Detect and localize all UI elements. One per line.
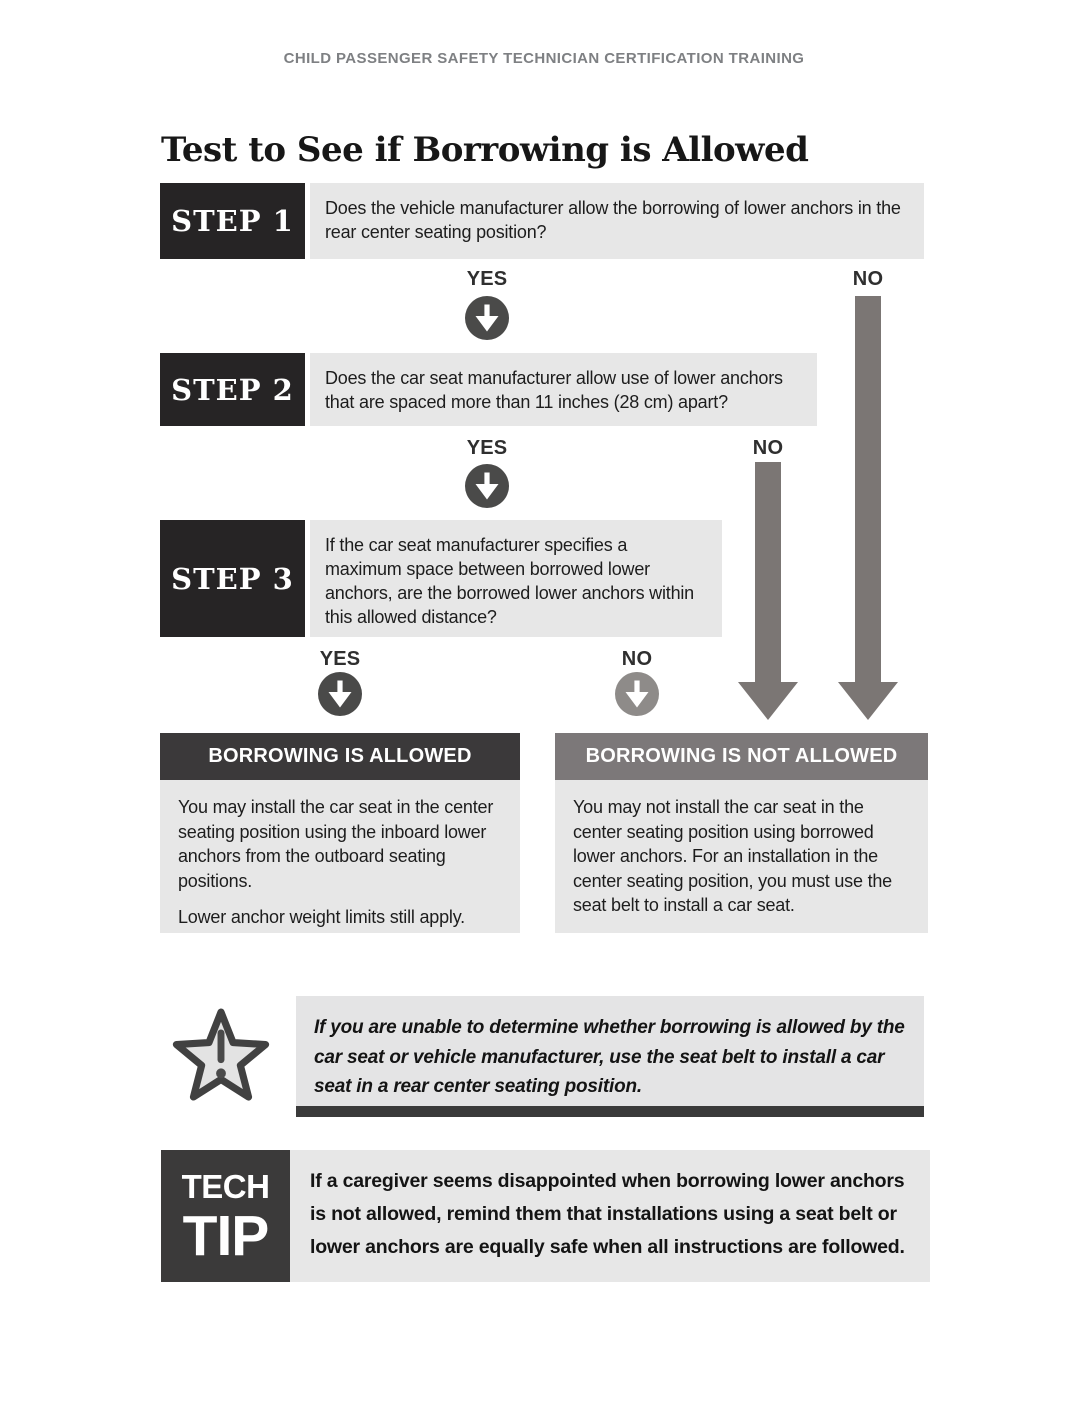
step3-yes-label: YES bbox=[319, 648, 361, 670]
step2-yes-label: YES bbox=[466, 437, 508, 459]
tech-tip-badge-line1: TECH bbox=[181, 1168, 270, 1205]
page-title: Test to See if Borrowing is Allowed bbox=[161, 130, 809, 170]
tech-tip-badge bbox=[161, 1150, 290, 1282]
step3-no-label: NO bbox=[621, 648, 653, 670]
down-arrow-icon bbox=[615, 672, 659, 716]
allowed-paragraph-1: You may install the car seat in the center seating position using the inboard lower anchors from the outboard seating positions. bbox=[178, 797, 494, 891]
document-header: CHILD PASSENGER SAFETY TECHNICIAN CERTIFICATION TRAINING bbox=[283, 50, 805, 67]
borrowing-allowed-header: BORROWING IS ALLOWED bbox=[160, 733, 520, 780]
step1-label: STEP 1 bbox=[160, 183, 305, 259]
allowed-paragraph-2: Lower anchor weight limits still apply. bbox=[178, 907, 465, 927]
step1-no-label: NO bbox=[852, 268, 884, 290]
step1-question: Does the vehicle manufacturer allow the borrowing of lower anchors in the rear center seating position? bbox=[310, 183, 924, 259]
step2-no-label: NO bbox=[752, 437, 784, 459]
step3-label: STEP 3 bbox=[160, 520, 305, 637]
step2-label: STEP 2 bbox=[160, 353, 305, 426]
down-arrow-icon bbox=[318, 672, 362, 716]
step2-question: Does the car seat manufacturer allow use of lower anchors that are spaced more than 11 inches (28 cm) apart? bbox=[310, 353, 817, 426]
note-underline-bar bbox=[296, 1106, 924, 1117]
step1-yes-label: YES bbox=[466, 268, 508, 290]
step3-question: If the car seat manufacturer specifies a maximum space between borrowed lower anchors, are the borrowed lower anchors within this allowed distance? bbox=[310, 520, 722, 637]
tech-tip-text: If a caregiver seems disappointed when borrowing lower anchors is not allowed, remind them that installations using a seat belt or lower anchors are equally safe when all instructions are followed. bbox=[290, 1150, 930, 1282]
not-allowed-paragraph: You may not install the car seat in the center seating position using borrowed lower anchors. For an installation in the center seating position, you must use the seat belt to install a car seat. bbox=[573, 797, 892, 915]
down-arrow-icon bbox=[465, 464, 509, 508]
tech-tip-badge-line2: TIP bbox=[182, 1204, 269, 1268]
borrowing-not-allowed-body bbox=[555, 780, 928, 933]
down-arrow-icon bbox=[465, 296, 509, 340]
borrowing-allowed-body bbox=[160, 780, 520, 933]
alert-star-icon bbox=[170, 1006, 272, 1108]
alert-note-text: If you are unable to determine whether borrowing is allowed by the car seat or vehicle manufacturer, use the seat belt to install a car seat in a rear center seating position. bbox=[296, 996, 924, 1106]
borrowing-not-allowed-header: BORROWING IS NOT ALLOWED bbox=[555, 733, 928, 780]
